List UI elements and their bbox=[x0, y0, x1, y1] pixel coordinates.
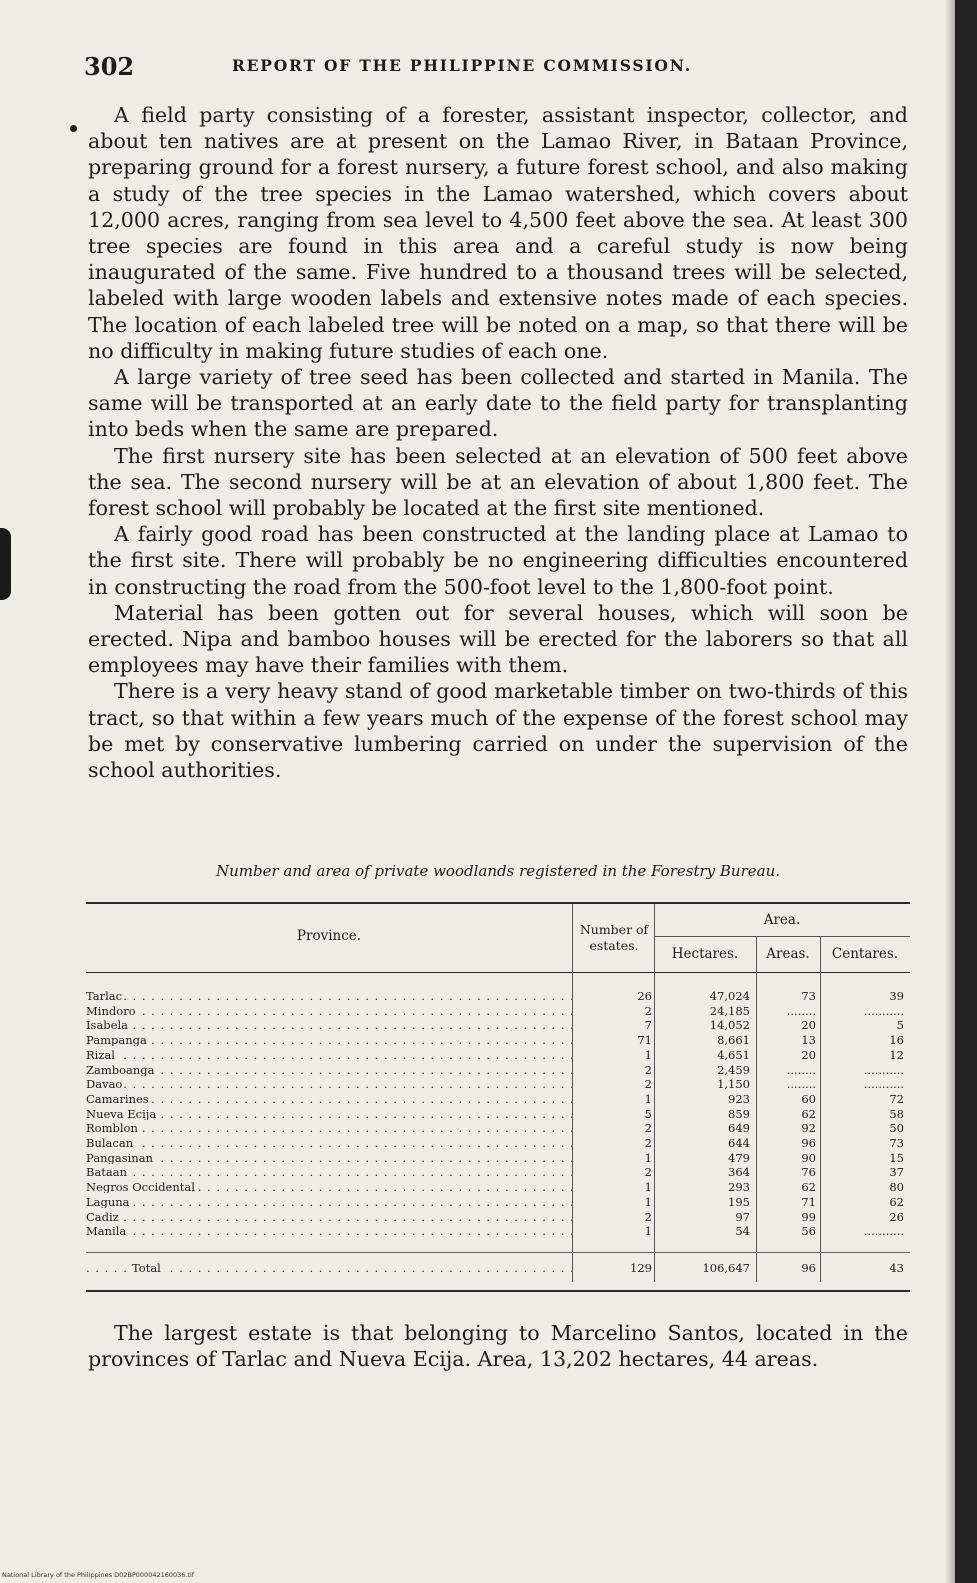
centares-cell: 12 bbox=[889, 1047, 904, 1062]
table-row bbox=[86, 1034, 910, 1046]
centares-cell: ........... bbox=[863, 1062, 904, 1077]
areas-cell: ........ bbox=[786, 1003, 816, 1018]
province-cell: Romblon . . . bbox=[86, 1122, 572, 1134]
table-row bbox=[86, 1181, 910, 1193]
centares-cell: 15 bbox=[889, 1150, 904, 1165]
areas-cell: 62 bbox=[801, 1180, 816, 1195]
total-centares: 43 bbox=[889, 1261, 904, 1275]
province-cell: Isabela . . . bbox=[86, 1019, 572, 1031]
estates-cell: 1 bbox=[644, 1194, 652, 1209]
total-row bbox=[86, 1262, 910, 1274]
table-row bbox=[86, 1019, 910, 1031]
province-cell: Bulacan . . . bbox=[86, 1137, 572, 1149]
centares-header: Centares. bbox=[831, 946, 899, 962]
estates-cell: 2 bbox=[644, 1165, 652, 1180]
hectares-cell: 649 bbox=[728, 1121, 750, 1136]
estates-cell: 1 bbox=[644, 1150, 652, 1165]
paragraph: A fairly good road has been constructed at the landing place at Lamao to the first site. There will probably be no engineering difficulties encountered in constructing the road from the 500-foot level to the 1,800-foot point. bbox=[88, 522, 908, 599]
header-bottom-rule bbox=[86, 972, 910, 973]
area-subrule bbox=[654, 936, 910, 937]
table-caption: Number and area of private woodlands registered in the Forestry Bureau. bbox=[215, 862, 781, 880]
table-row bbox=[86, 1196, 910, 1208]
areas-cell: 99 bbox=[801, 1209, 816, 1224]
estates-cell: 2 bbox=[644, 1062, 652, 1077]
province-cell: Pampanga . . . bbox=[86, 1034, 572, 1046]
province-cell: Negros Occidental . . . bbox=[86, 1181, 572, 1193]
ink-dot bbox=[70, 125, 77, 132]
table-row bbox=[86, 1078, 910, 1090]
hectares-cell: 14,052 bbox=[709, 1018, 750, 1033]
centares-cell: 58 bbox=[889, 1106, 904, 1121]
closing-text bbox=[88, 1320, 908, 1372]
centares-cell: 16 bbox=[889, 1033, 904, 1048]
hectares-cell: 2,459 bbox=[717, 1062, 750, 1077]
centares-cell: 37 bbox=[889, 1165, 904, 1180]
estates-cell: 5 bbox=[644, 1106, 652, 1121]
areas-cell: ........ bbox=[786, 1062, 816, 1077]
centares-cell: 26 bbox=[889, 1209, 904, 1224]
province-cell: Cadiz . . . bbox=[86, 1211, 572, 1223]
province-cell: Bataan . . . bbox=[86, 1166, 572, 1178]
hectares-cell: 47,024 bbox=[709, 989, 750, 1003]
estates-cell: 1 bbox=[644, 1047, 652, 1062]
province-cell: Manila . . . bbox=[86, 1225, 572, 1237]
table-row bbox=[86, 990, 910, 1002]
centares-cell: 72 bbox=[889, 1091, 904, 1106]
centares-cell: ........... bbox=[863, 1224, 904, 1239]
estates-cell: 26 bbox=[637, 989, 652, 1003]
hectares-cell: 8,661 bbox=[717, 1033, 750, 1048]
province-cell: Nueva Ecija . . . bbox=[86, 1108, 572, 1120]
total-label: Total . . . bbox=[86, 1262, 572, 1274]
paragraph: The first nursery site has been selected at an elevation of 500 feet above the sea. The second nursery will be at an elevation of about 1,800 feet. The forest school will probably be located at the first site mentioned. bbox=[88, 443, 908, 521]
estates-cell: 2 bbox=[644, 1136, 652, 1150]
paragraph: A large variety of tree seed has been collected and started in Manila. The same will be transported at an early date to the field party for transplanting into beds when the same are prepared. bbox=[88, 365, 908, 442]
centares-cell: 39 bbox=[889, 989, 904, 1003]
areas-cell: 60 bbox=[801, 1091, 816, 1106]
areas-cell: 73 bbox=[801, 989, 816, 1003]
scan-blot bbox=[0, 528, 11, 600]
hectares-cell: 54 bbox=[735, 1224, 750, 1239]
estates-cell: 1 bbox=[644, 1091, 652, 1106]
centares-cell: 50 bbox=[889, 1121, 904, 1136]
areas-cell: 90 bbox=[801, 1150, 816, 1165]
hectares-cell: 293 bbox=[728, 1180, 750, 1195]
page-header bbox=[84, 52, 908, 86]
estates-cell: 2 bbox=[644, 1077, 652, 1092]
estates-cell: 2 bbox=[644, 1121, 652, 1136]
hectares-header: Hectares. bbox=[671, 946, 739, 962]
table-row bbox=[86, 1122, 910, 1134]
scan-footer: National Library of the Philippines D02BP000042160036.tif bbox=[2, 1571, 195, 1579]
estates-cell: 2 bbox=[644, 1003, 652, 1018]
areas-cell: 92 bbox=[801, 1121, 816, 1136]
body-text bbox=[88, 102, 908, 783]
scan-edge bbox=[955, 0, 977, 1583]
hectares-cell: 195 bbox=[728, 1194, 750, 1209]
running-head: REPORT OF THE PHILIPPINE COMMISSION. bbox=[232, 56, 692, 75]
areas-cell: 62 bbox=[801, 1106, 816, 1121]
province-cell: Laguna . . . bbox=[86, 1196, 572, 1208]
province-cell: Davao . . . bbox=[86, 1078, 572, 1090]
areas-cell: 13 bbox=[801, 1033, 816, 1048]
page-number: 302 bbox=[84, 52, 135, 81]
total-estates: 129 bbox=[630, 1261, 652, 1275]
areas-cell: 56 bbox=[801, 1224, 816, 1239]
closing-paragraph: The largest estate is that belonging to Marcelino Santos, located in the provinces of Tarlac and Nueva Ecija. Area, 13,202 hectares, 44 areas. bbox=[88, 1321, 908, 1372]
centares-cell: 62 bbox=[889, 1194, 904, 1209]
estates-cell: 2 bbox=[644, 1209, 652, 1224]
hectares-cell: 1,150 bbox=[717, 1077, 750, 1092]
table-row bbox=[86, 1005, 910, 1017]
estates-cell: 71 bbox=[637, 1033, 652, 1048]
areas-cell: ........ bbox=[786, 1077, 816, 1092]
areas-cell: 20 bbox=[801, 1047, 816, 1062]
province-cell: Camarines . . . bbox=[86, 1093, 572, 1105]
estates-cell: 7 bbox=[644, 1018, 652, 1033]
centares-cell: 5 bbox=[896, 1018, 904, 1033]
area-header: Area. bbox=[763, 912, 801, 928]
table-row bbox=[86, 1211, 910, 1223]
areas-header: Areas. bbox=[766, 946, 810, 962]
hectares-cell: 24,185 bbox=[709, 1003, 750, 1018]
table-row bbox=[86, 1049, 910, 1061]
province-cell: Tarlac . . . bbox=[86, 990, 572, 1002]
hectares-cell: 479 bbox=[728, 1150, 750, 1165]
province-cell: Mindoro . . . bbox=[86, 1005, 572, 1017]
table-top-rule bbox=[86, 902, 910, 904]
province-cell: Zamboanga . . . bbox=[86, 1064, 572, 1076]
table-row bbox=[86, 1166, 910, 1178]
estates-header: Number of estates. bbox=[579, 922, 649, 953]
hectares-cell: 97 bbox=[735, 1209, 750, 1224]
hectares-cell: 644 bbox=[728, 1136, 750, 1150]
areas-cell: 76 bbox=[801, 1165, 816, 1180]
total-rule bbox=[86, 1252, 910, 1253]
hectares-cell: 364 bbox=[728, 1165, 750, 1180]
areas-cell: 71 bbox=[801, 1194, 816, 1209]
hectares-cell: 859 bbox=[728, 1106, 750, 1121]
total-hectares: 106,647 bbox=[702, 1261, 750, 1275]
hectares-cell: 4,651 bbox=[717, 1047, 750, 1062]
province-cell: Pangasinan . . . bbox=[86, 1152, 572, 1164]
province-header: Province. bbox=[296, 928, 362, 944]
table-row bbox=[86, 1064, 910, 1076]
centares-cell: 80 bbox=[889, 1180, 904, 1195]
areas-cell: 20 bbox=[801, 1018, 816, 1033]
table-row bbox=[86, 1137, 910, 1149]
table-row bbox=[86, 1152, 910, 1164]
paragraph: A field party consisting of a forester, assistant inspector, collector, and about ten natives are at present on the Lamao River, in Bataan Province, preparing ground for a forest nursery, a future forest school, and also making a study of the tree species in the Lamao watershed, which covers about 12,000 acres, ranging from sea level to 4,500 feet above the sea. At least 300 tree species are found in this area and a careful study is now being inaugurated of the same. Five hundred to a thousand trees will be selected, labeled with large wooden labels and extensive notes made of each species. The location of each labeled tree will be noted on a map, so that there will be no difficulty in making future studies of each one. bbox=[88, 103, 908, 363]
table-row bbox=[86, 1093, 910, 1105]
centares-cell: 73 bbox=[889, 1136, 904, 1150]
paragraph: There is a very heavy stand of good marketable timber on two-thirds of this tract, so that within a few years much of the expense of the forest school may be met by conservative lumbering carried on under the supervision of the school authorities. bbox=[88, 679, 908, 783]
centares-cell: ........... bbox=[863, 1003, 904, 1018]
page-edge-shadow bbox=[945, 0, 955, 1583]
estates-cell: 1 bbox=[644, 1224, 652, 1239]
table-row bbox=[86, 1225, 910, 1237]
hectares-cell: 923 bbox=[728, 1091, 750, 1106]
province-cell: Rizal . . . bbox=[86, 1049, 572, 1061]
total-areas: 96 bbox=[801, 1261, 816, 1275]
estates-cell: 1 bbox=[644, 1180, 652, 1195]
table-bottom-rule bbox=[86, 1290, 910, 1292]
areas-cell: 96 bbox=[801, 1136, 816, 1150]
paragraph: Material has been gotten out for several houses, which will soon be erected. Nipa and bamboo houses will be erected for the laborers so that all employees may have their families with them. bbox=[88, 600, 908, 678]
table-row bbox=[86, 1108, 910, 1120]
centares-cell: ........... bbox=[863, 1077, 904, 1092]
